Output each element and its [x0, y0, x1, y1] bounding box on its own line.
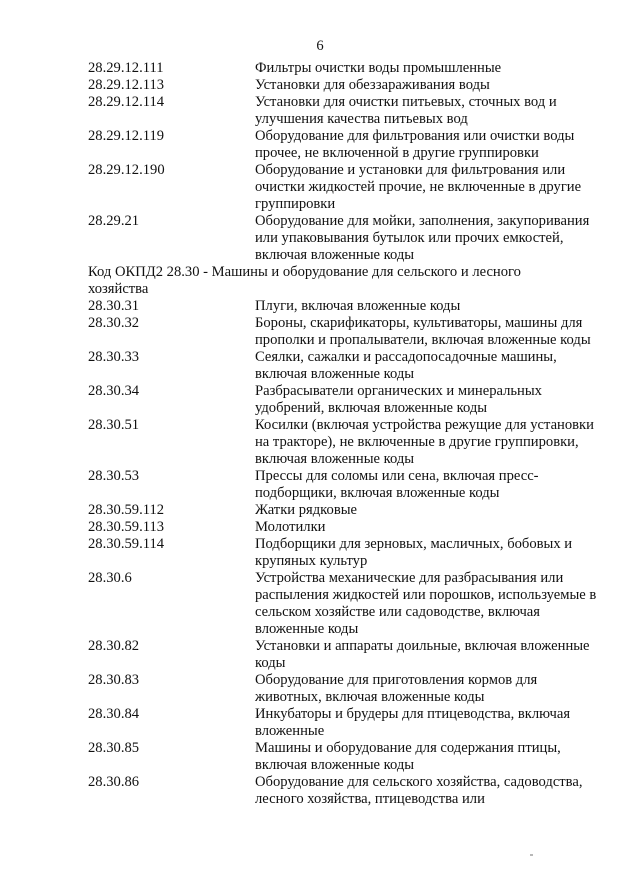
code-row — [88, 213, 598, 264]
code-description: Оборудование для приготовления кормов для животных, включая вложенные коды — [255, 672, 538, 705]
code-description: Молотилки — [255, 519, 326, 535]
code-row — [88, 162, 598, 213]
okpd-code: 28.29.21 — [88, 213, 140, 229]
code-row — [88, 94, 598, 128]
code-description: Плуги, включая вложенные коды — [255, 298, 461, 314]
okpd-code: 28.29.12.111 — [88, 60, 164, 76]
code-row — [88, 77, 598, 94]
code-row — [88, 468, 598, 502]
okpd-code: 28.30.83 — [88, 672, 140, 688]
okpd-code: 28.29.12.113 — [88, 77, 165, 93]
code-description: Подборщики для зерновых, масличных, бобовых и крупяных культур — [255, 536, 573, 569]
okpd-code: 28.29.12.114 — [88, 94, 165, 110]
okpd-code: 28.30.32 — [88, 315, 140, 331]
code-description: Сеялки, сажалки и рассадопосадочные машины, включая вложенные коды — [255, 349, 557, 382]
code-row — [88, 60, 598, 77]
okpd-code: 28.30.59.113 — [88, 519, 165, 535]
okpd-code: 28.30.84 — [88, 706, 140, 722]
okpd-code: 28.30.33 — [88, 349, 140, 365]
code-row — [88, 638, 598, 672]
okpd-code: 28.30.86 — [88, 774, 140, 790]
okpd-code: 28.30.53 — [88, 468, 140, 484]
okpd-code: 28.30.59.114 — [88, 536, 165, 552]
okpd-code: 28.29.12.190 — [88, 162, 165, 178]
code-description: Оборудование для фильтрования или очистки воды прочее, не включенной в другие группировки — [255, 128, 575, 161]
code-description: Установки для обеззараживания воды — [255, 77, 490, 93]
scan-speck — [530, 854, 533, 856]
code-description: Установки для очистки питьевых, сточных вод и улучшения качества питьевых вод — [255, 94, 557, 127]
code-description: Бороны, скарификаторы, культиваторы, машины для прополки и пропалыватели, включая вложенные коды — [255, 315, 591, 348]
code-description: Машины и оборудование для содержания птицы, включая вложенные коды — [255, 740, 561, 773]
code-description: Оборудование и установки для фильтрования или очистки жидкостей прочие, не включенные в другие группировки — [255, 162, 582, 212]
code-description: Фильтры очистки воды промышленные — [255, 60, 502, 76]
code-description: Прессы для соломы или сена, включая пресс-подборщики, включая вложенные коды — [255, 468, 539, 501]
code-row — [88, 536, 598, 570]
code-description: Устройства механические для разбрасывания или распыления жидкостей или порошков, используемые в сельском хозяйстве или садоводстве, включая вложенные коды — [255, 570, 597, 637]
okpd-code: 28.30.34 — [88, 383, 140, 399]
okpd-code: 28.30.59.112 — [88, 502, 165, 518]
code-row — [88, 383, 598, 417]
code-row — [88, 570, 598, 638]
code-row — [88, 672, 598, 706]
document-body — [88, 60, 598, 808]
okpd-code: 28.30.82 — [88, 638, 140, 654]
code-description: Инкубаторы и брудеры для птицеводства, включая вложенные — [255, 706, 571, 739]
okpd-code: 28.30.6 — [88, 570, 132, 586]
code-row — [88, 315, 598, 349]
okpd-code: 28.29.12.119 — [88, 128, 165, 144]
code-row — [88, 298, 598, 315]
code-description: Косилки (включая устройства режущие для установки на тракторе), не включенные в другие группировки, включая вложенные коды — [255, 417, 594, 467]
section-header: Код ОКПД2 28.30 - Машины и оборудование для сельского и лесного хозяйства — [88, 264, 521, 297]
code-description: Жатки рядковые — [255, 502, 357, 518]
code-description: Оборудование для мойки, заполнения, закупоривания или упаковывания бутылок или прочих емкостей, включая вложенные коды — [255, 213, 590, 263]
code-row — [88, 519, 598, 536]
code-row — [88, 417, 598, 468]
code-row — [88, 774, 598, 808]
code-description: Установки и аппараты доильные, включая вложенные коды — [255, 638, 590, 671]
code-description: Разбрасыватели органических и минеральных удобрений, включая вложенные коды — [255, 383, 542, 416]
code-row — [88, 740, 598, 774]
okpd-code: 28.30.85 — [88, 740, 140, 756]
page-number: 6 — [316, 38, 324, 54]
okpd-code: 28.30.31 — [88, 298, 140, 314]
okpd-code: 28.30.51 — [88, 417, 140, 433]
code-description: Оборудование для сельского хозяйства, садоводства, лесного хозяйства, птицеводства или — [255, 774, 583, 807]
code-row — [88, 706, 598, 740]
code-row — [88, 128, 598, 162]
code-row — [88, 502, 598, 519]
code-row — [88, 349, 598, 383]
